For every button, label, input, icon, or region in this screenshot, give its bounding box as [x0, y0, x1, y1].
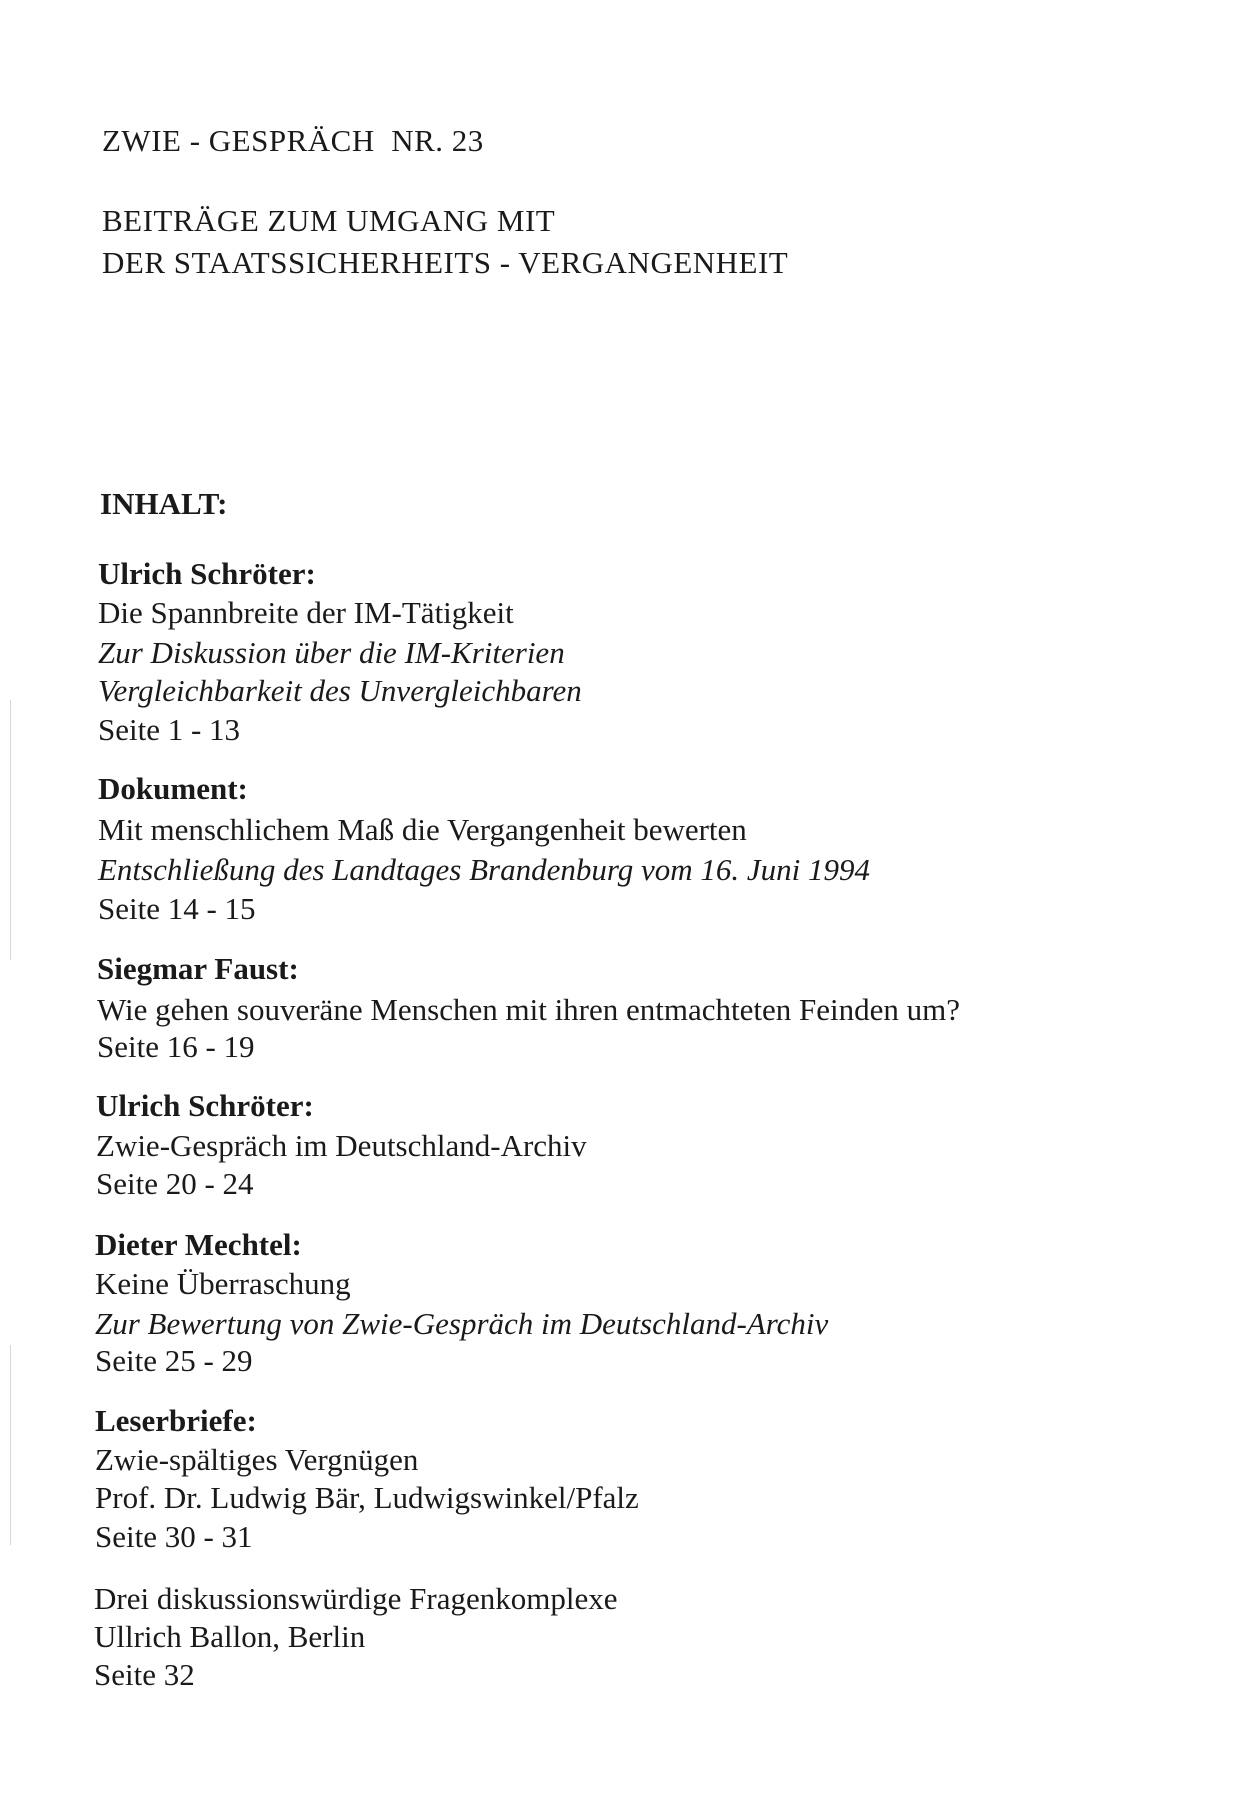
series-subtitle-line-1: BEITRÄGE ZUM UMGANG MIT	[102, 203, 556, 238]
entry-subtitle: Vergleichbarkeit des Unvergleichbaren	[98, 673, 582, 708]
entry-pages: Seite 30 - 31	[95, 1519, 253, 1554]
entry-title: Die Spannbreite der IM-Tätigkeit	[98, 595, 514, 630]
entry-pages: Seite 16 - 19	[97, 1029, 255, 1064]
entry-author: Dieter Mechtel:	[95, 1227, 302, 1262]
entry-pages: Seite 25 - 29	[95, 1343, 253, 1378]
entry-title: Zwie-spältiges Vergnügen	[95, 1442, 419, 1477]
entry-title: Keine Überraschung	[95, 1266, 351, 1301]
contents-heading: INHALT:	[100, 486, 228, 521]
entry-subtitle: Entschließung des Landtages Brandenburg vom 16. Juni 1994	[98, 852, 871, 887]
entry-subtitle: Zur Diskussion über die IM-Kriterien	[98, 635, 565, 670]
entry-subtitle: Zur Bewertung von Zwie-Gespräch im Deutschland-Archiv	[95, 1306, 829, 1341]
entry-author: Siegmar Faust:	[97, 951, 299, 986]
entry-pages: Seite 14 - 15	[98, 891, 256, 926]
entry-author: Ulrich Schröter:	[96, 1088, 314, 1123]
entry-author: Ulrich Schröter:	[98, 556, 316, 591]
entry-letter-writer: Ullrich Ballon, Berlin	[94, 1619, 366, 1654]
entry-title: Zwie-Gespräch im Deutschland-Archiv	[96, 1128, 587, 1163]
entry-author: Dokument:	[98, 771, 248, 806]
entry-pages: Seite 32	[94, 1657, 195, 1692]
scan-artifact-line	[10, 1345, 11, 1545]
entry-pages: Seite 1 - 13	[98, 712, 241, 747]
entry-letter-writer: Prof. Dr. Ludwig Bär, Ludwigswinkel/Pfalz	[95, 1480, 639, 1515]
series-subtitle-line-2: DER STAATSSICHERHEITS - VERGANGENHEIT	[102, 245, 789, 280]
scan-artifact-line	[10, 700, 11, 960]
entry-title: Wie gehen souveräne Menschen mit ihren entmachteten Feinden um?	[97, 992, 961, 1027]
entry-title: Mit menschlichem Maß die Vergangenheit bewerten	[98, 812, 747, 847]
entry-title: Drei diskussionswürdige Fragenkomplexe	[94, 1581, 618, 1616]
issue-title: ZWIE - GESPRÄCH NR. 23	[102, 123, 484, 158]
entry-author: Leserbriefe:	[95, 1403, 257, 1438]
entry-pages: Seite 20 - 24	[96, 1166, 254, 1201]
